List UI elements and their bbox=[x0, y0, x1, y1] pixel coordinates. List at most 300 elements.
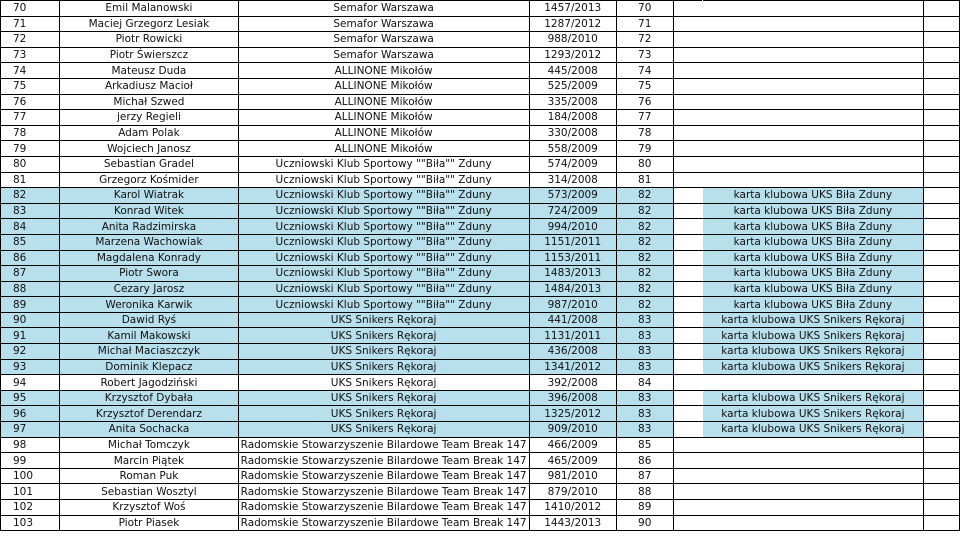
points-cell[interactable]: 83 bbox=[616, 359, 673, 375]
table-row[interactable] bbox=[1, 94, 960, 110]
club-cell[interactable]: Uczniowski Klub Sportowy ""Biła"" Zduny bbox=[238, 297, 529, 313]
club-cell[interactable]: Uczniowski Klub Sportowy ""Biła"" Zduny bbox=[238, 172, 529, 188]
club-cell[interactable]: UKS Snikers Rękoraj bbox=[238, 312, 529, 328]
license-cell[interactable]: 184/2008 bbox=[529, 110, 616, 126]
empty-cell[interactable] bbox=[923, 515, 959, 531]
empty-cell[interactable] bbox=[923, 16, 959, 32]
license-cell[interactable]: 335/2008 bbox=[529, 94, 616, 110]
empty-cell[interactable] bbox=[673, 266, 702, 282]
empty-cell[interactable] bbox=[673, 78, 702, 94]
row-number-cell[interactable]: 93 bbox=[1, 359, 60, 375]
table-row[interactable] bbox=[1, 125, 960, 141]
empty-cell[interactable] bbox=[673, 219, 702, 235]
empty-cell[interactable] bbox=[923, 344, 959, 360]
points-cell[interactable]: 83 bbox=[616, 328, 673, 344]
club-cell[interactable]: Uczniowski Klub Sportowy ""Biła"" Zduny bbox=[238, 266, 529, 282]
row-number-cell[interactable]: 102 bbox=[1, 500, 60, 516]
player-name-cell[interactable]: Marcin Piątek bbox=[60, 453, 238, 469]
row-number-cell[interactable]: 99 bbox=[1, 453, 60, 469]
points-cell[interactable]: 82 bbox=[616, 203, 673, 219]
note-cell[interactable] bbox=[702, 63, 923, 79]
table-row[interactable] bbox=[1, 281, 960, 297]
row-number-cell[interactable]: 70 bbox=[1, 1, 60, 17]
table-row[interactable] bbox=[1, 250, 960, 266]
license-cell[interactable]: 1443/2013 bbox=[529, 515, 616, 531]
player-name-cell[interactable]: Magdalena Konrady bbox=[60, 250, 238, 266]
empty-cell[interactable] bbox=[923, 234, 959, 250]
club-cell[interactable]: Semafor Warszawa bbox=[238, 47, 529, 63]
table-row[interactable] bbox=[1, 47, 960, 63]
player-name-cell[interactable]: Marzena Wachowiak bbox=[60, 234, 238, 250]
player-name-cell[interactable]: Kamil Makowski bbox=[60, 328, 238, 344]
player-name-cell[interactable]: Adam Polak bbox=[60, 125, 238, 141]
license-cell[interactable]: 436/2008 bbox=[529, 344, 616, 360]
row-number-cell[interactable]: 84 bbox=[1, 219, 60, 235]
points-cell[interactable]: 82 bbox=[616, 234, 673, 250]
note-cell[interactable]: karta klubowa UKS Biła Zduny bbox=[702, 281, 923, 297]
club-cell[interactable]: Uczniowski Klub Sportowy ""Biła"" Zduny bbox=[238, 203, 529, 219]
points-cell[interactable]: 81 bbox=[616, 172, 673, 188]
empty-cell[interactable] bbox=[673, 110, 702, 126]
license-cell[interactable]: 574/2009 bbox=[529, 156, 616, 172]
note-cell[interactable] bbox=[702, 78, 923, 94]
note-cell[interactable] bbox=[702, 515, 923, 531]
empty-cell[interactable] bbox=[673, 281, 702, 297]
club-cell[interactable]: Uczniowski Klub Sportowy ""Biła"" Zduny bbox=[238, 250, 529, 266]
empty-cell[interactable] bbox=[673, 453, 702, 469]
club-cell[interactable]: UKS Snikers Rękoraj bbox=[238, 422, 529, 438]
player-name-cell[interactable]: Piotr Rowicki bbox=[60, 32, 238, 48]
table-row[interactable] bbox=[1, 172, 960, 188]
note-cell[interactable]: karta klubowa UKS Snikers Rękoraj bbox=[702, 344, 923, 360]
player-name-cell[interactable]: Krzysztof Derendarz bbox=[60, 406, 238, 422]
note-cell[interactable] bbox=[702, 94, 923, 110]
row-number-cell[interactable]: 103 bbox=[1, 515, 60, 531]
empty-cell[interactable] bbox=[673, 172, 702, 188]
license-cell[interactable]: 1153/2011 bbox=[529, 250, 616, 266]
club-cell[interactable]: Uczniowski Klub Sportowy ""Biła"" Zduny bbox=[238, 219, 529, 235]
empty-cell[interactable] bbox=[923, 78, 959, 94]
row-number-cell[interactable]: 96 bbox=[1, 406, 60, 422]
row-number-cell[interactable]: 73 bbox=[1, 47, 60, 63]
note-cell[interactable] bbox=[702, 1, 923, 17]
note-cell[interactable] bbox=[702, 172, 923, 188]
club-cell[interactable]: Radomskie Stowarzyszenie Bilardowe Team Break 147 bbox=[238, 500, 529, 516]
empty-cell[interactable] bbox=[673, 125, 702, 141]
empty-cell[interactable] bbox=[673, 203, 702, 219]
points-cell[interactable]: 83 bbox=[616, 390, 673, 406]
table-row[interactable] bbox=[1, 344, 960, 360]
empty-cell[interactable] bbox=[673, 297, 702, 313]
table-row[interactable] bbox=[1, 515, 960, 531]
club-cell[interactable]: Radomskie Stowarzyszenie Bilardowe Team Break 147 bbox=[238, 468, 529, 484]
license-cell[interactable]: 441/2008 bbox=[529, 312, 616, 328]
empty-cell[interactable] bbox=[923, 468, 959, 484]
empty-cell[interactable] bbox=[923, 484, 959, 500]
note-cell[interactable]: karta klubowa UKS Biła Zduny bbox=[702, 266, 923, 282]
points-cell[interactable]: 76 bbox=[616, 94, 673, 110]
empty-cell[interactable] bbox=[673, 406, 702, 422]
player-name-cell[interactable]: Michał Maciaszczyk bbox=[60, 344, 238, 360]
empty-cell[interactable] bbox=[673, 359, 702, 375]
empty-cell[interactable] bbox=[923, 94, 959, 110]
empty-cell[interactable] bbox=[923, 406, 959, 422]
empty-cell[interactable] bbox=[673, 422, 702, 438]
empty-cell[interactable] bbox=[923, 281, 959, 297]
player-name-cell[interactable]: Piotr Piasek bbox=[60, 515, 238, 531]
player-name-cell[interactable]: Konrad Witek bbox=[60, 203, 238, 219]
player-name-cell[interactable]: Wojciech Janosz bbox=[60, 141, 238, 157]
points-cell[interactable]: 83 bbox=[616, 422, 673, 438]
row-number-cell[interactable]: 80 bbox=[1, 156, 60, 172]
points-cell[interactable]: 88 bbox=[616, 484, 673, 500]
row-number-cell[interactable]: 85 bbox=[1, 234, 60, 250]
player-name-cell[interactable]: Grzegorz Kośmider bbox=[60, 172, 238, 188]
row-number-cell[interactable]: 91 bbox=[1, 328, 60, 344]
empty-cell[interactable] bbox=[923, 125, 959, 141]
empty-cell[interactable] bbox=[673, 47, 702, 63]
license-cell[interactable]: 330/2008 bbox=[529, 125, 616, 141]
table-row[interactable] bbox=[1, 1, 960, 17]
note-cell[interactable]: karta klubowa UKS Biła Zduny bbox=[702, 203, 923, 219]
table-row[interactable] bbox=[1, 203, 960, 219]
points-cell[interactable]: 84 bbox=[616, 375, 673, 391]
empty-cell[interactable] bbox=[923, 422, 959, 438]
empty-cell[interactable] bbox=[923, 266, 959, 282]
points-cell[interactable]: 77 bbox=[616, 110, 673, 126]
note-cell[interactable]: karta klubowa UKS Biła Zduny bbox=[702, 219, 923, 235]
points-cell[interactable]: 86 bbox=[616, 453, 673, 469]
note-cell[interactable] bbox=[702, 47, 923, 63]
club-cell[interactable]: UKS Snikers Rękoraj bbox=[238, 328, 529, 344]
license-cell[interactable]: 1410/2012 bbox=[529, 500, 616, 516]
table-row[interactable] bbox=[1, 484, 960, 500]
points-cell[interactable]: 70 bbox=[616, 1, 673, 17]
points-cell[interactable]: 90 bbox=[616, 515, 673, 531]
player-name-cell[interactable]: Mateusz Duda bbox=[60, 63, 238, 79]
empty-cell[interactable] bbox=[923, 141, 959, 157]
player-name-cell[interactable]: Anita Radzimirska bbox=[60, 219, 238, 235]
license-cell[interactable]: 981/2010 bbox=[529, 468, 616, 484]
license-cell[interactable]: 994/2010 bbox=[529, 219, 616, 235]
points-cell[interactable]: 82 bbox=[616, 250, 673, 266]
table-row[interactable] bbox=[1, 297, 960, 313]
license-cell[interactable]: 1293/2012 bbox=[529, 47, 616, 63]
table-row[interactable] bbox=[1, 312, 960, 328]
empty-cell[interactable] bbox=[923, 328, 959, 344]
license-cell[interactable]: 1287/2012 bbox=[529, 16, 616, 32]
club-cell[interactable]: Radomskie Stowarzyszenie Bilardowe Team Break 147 bbox=[238, 515, 529, 531]
license-cell[interactable]: 466/2009 bbox=[529, 437, 616, 453]
license-cell[interactable]: 445/2008 bbox=[529, 63, 616, 79]
note-cell[interactable]: karta klubowa UKS Biła Zduny bbox=[702, 250, 923, 266]
empty-cell[interactable] bbox=[923, 375, 959, 391]
points-cell[interactable]: 80 bbox=[616, 156, 673, 172]
points-cell[interactable]: 82 bbox=[616, 297, 673, 313]
row-number-cell[interactable]: 101 bbox=[1, 484, 60, 500]
note-cell[interactable] bbox=[702, 500, 923, 516]
license-cell[interactable]: 1484/2013 bbox=[529, 281, 616, 297]
empty-cell[interactable] bbox=[923, 219, 959, 235]
club-cell[interactable]: UKS Snikers Rękoraj bbox=[238, 390, 529, 406]
note-cell[interactable] bbox=[702, 32, 923, 48]
note-cell[interactable]: karta klubowa UKS Snikers Rękoraj bbox=[702, 312, 923, 328]
empty-cell[interactable] bbox=[673, 390, 702, 406]
note-cell[interactable] bbox=[702, 110, 923, 126]
row-number-cell[interactable]: 89 bbox=[1, 297, 60, 313]
empty-cell[interactable] bbox=[923, 250, 959, 266]
row-number-cell[interactable]: 75 bbox=[1, 78, 60, 94]
table-row[interactable] bbox=[1, 188, 960, 204]
club-cell[interactable]: UKS Snikers Rękoraj bbox=[238, 344, 529, 360]
table-row[interactable] bbox=[1, 390, 960, 406]
club-cell[interactable]: ALLINONE Mikołów bbox=[238, 78, 529, 94]
row-number-cell[interactable]: 78 bbox=[1, 125, 60, 141]
table-row[interactable] bbox=[1, 110, 960, 126]
license-cell[interactable]: 879/2010 bbox=[529, 484, 616, 500]
license-cell[interactable]: 1341/2012 bbox=[529, 359, 616, 375]
points-cell[interactable]: 83 bbox=[616, 406, 673, 422]
club-cell[interactable]: Uczniowski Klub Sportowy ""Biła"" Zduny bbox=[238, 234, 529, 250]
note-cell[interactable]: karta klubowa UKS Snikers Rękoraj bbox=[702, 390, 923, 406]
empty-cell[interactable] bbox=[923, 63, 959, 79]
empty-cell[interactable] bbox=[673, 1, 702, 17]
license-cell[interactable]: 525/2009 bbox=[529, 78, 616, 94]
empty-cell[interactable] bbox=[673, 468, 702, 484]
player-name-cell[interactable]: Maciej Grzegorz Lesiak bbox=[60, 16, 238, 32]
empty-cell[interactable] bbox=[923, 437, 959, 453]
table-row[interactable] bbox=[1, 219, 960, 235]
empty-cell[interactable] bbox=[673, 344, 702, 360]
row-number-cell[interactable]: 74 bbox=[1, 63, 60, 79]
club-cell[interactable]: Radomskie Stowarzyszenie Bilardowe Team Break 147 bbox=[238, 484, 529, 500]
player-name-cell[interactable]: Dominik Klepacz bbox=[60, 359, 238, 375]
empty-cell[interactable] bbox=[923, 312, 959, 328]
points-cell[interactable]: 78 bbox=[616, 125, 673, 141]
player-name-cell[interactable]: Michał Szwed bbox=[60, 94, 238, 110]
empty-cell[interactable] bbox=[923, 203, 959, 219]
table-row[interactable] bbox=[1, 78, 960, 94]
player-name-cell[interactable]: Piotr Świerszcz bbox=[60, 47, 238, 63]
points-cell[interactable]: 72 bbox=[616, 32, 673, 48]
license-cell[interactable]: 558/2009 bbox=[529, 141, 616, 157]
player-name-cell[interactable]: Piotr Swora bbox=[60, 266, 238, 282]
empty-cell[interactable] bbox=[673, 515, 702, 531]
note-cell[interactable] bbox=[702, 125, 923, 141]
player-name-cell[interactable]: Dawid Ryś bbox=[60, 312, 238, 328]
points-cell[interactable]: 75 bbox=[616, 78, 673, 94]
license-cell[interactable]: 1151/2011 bbox=[529, 234, 616, 250]
table-row[interactable] bbox=[1, 437, 960, 453]
note-cell[interactable]: karta klubowa UKS Biła Zduny bbox=[702, 297, 923, 313]
player-name-cell[interactable]: Weronika Karwik bbox=[60, 297, 238, 313]
row-number-cell[interactable]: 81 bbox=[1, 172, 60, 188]
points-cell[interactable]: 82 bbox=[616, 266, 673, 282]
row-number-cell[interactable]: 72 bbox=[1, 32, 60, 48]
row-number-cell[interactable]: 87 bbox=[1, 266, 60, 282]
license-cell[interactable]: 987/2010 bbox=[529, 297, 616, 313]
empty-cell[interactable] bbox=[673, 312, 702, 328]
empty-cell[interactable] bbox=[673, 188, 702, 204]
club-cell[interactable]: Radomskie Stowarzyszenie Bilardowe Team Break 147 bbox=[238, 453, 529, 469]
table-row[interactable] bbox=[1, 266, 960, 282]
points-cell[interactable]: 85 bbox=[616, 437, 673, 453]
empty-cell[interactable] bbox=[923, 390, 959, 406]
empty-cell[interactable] bbox=[673, 500, 702, 516]
empty-cell[interactable] bbox=[923, 172, 959, 188]
license-cell[interactable]: 392/2008 bbox=[529, 375, 616, 391]
license-cell[interactable]: 988/2010 bbox=[529, 32, 616, 48]
club-cell[interactable]: Uczniowski Klub Sportowy ""Biła"" Zduny bbox=[238, 188, 529, 204]
empty-cell[interactable] bbox=[923, 32, 959, 48]
empty-cell[interactable] bbox=[923, 297, 959, 313]
club-cell[interactable]: ALLINONE Mikołów bbox=[238, 125, 529, 141]
club-cell[interactable]: ALLINONE Mikołów bbox=[238, 141, 529, 157]
points-cell[interactable]: 74 bbox=[616, 63, 673, 79]
player-name-cell[interactable]: Arkadiusz Macioł bbox=[60, 78, 238, 94]
player-name-cell[interactable]: Krzysztof Dybała bbox=[60, 390, 238, 406]
row-number-cell[interactable]: 94 bbox=[1, 375, 60, 391]
row-number-cell[interactable]: 97 bbox=[1, 422, 60, 438]
empty-cell[interactable] bbox=[673, 63, 702, 79]
license-cell[interactable]: 1131/2011 bbox=[529, 328, 616, 344]
table-row[interactable] bbox=[1, 63, 960, 79]
row-number-cell[interactable]: 98 bbox=[1, 437, 60, 453]
empty-cell[interactable] bbox=[923, 188, 959, 204]
license-cell[interactable]: 909/2010 bbox=[529, 422, 616, 438]
club-cell[interactable]: Semafor Warszawa bbox=[238, 16, 529, 32]
license-cell[interactable]: 573/2009 bbox=[529, 188, 616, 204]
club-cell[interactable]: Semafor Warszawa bbox=[238, 1, 529, 17]
club-cell[interactable]: UKS Snikers Rękoraj bbox=[238, 359, 529, 375]
empty-cell[interactable] bbox=[673, 484, 702, 500]
table-row[interactable] bbox=[1, 16, 960, 32]
empty-cell[interactable] bbox=[923, 359, 959, 375]
player-name-cell[interactable]: Sebastian Gradel bbox=[60, 156, 238, 172]
empty-cell[interactable] bbox=[673, 141, 702, 157]
row-number-cell[interactable]: 88 bbox=[1, 281, 60, 297]
empty-cell[interactable] bbox=[673, 437, 702, 453]
note-cell[interactable]: karta klubowa UKS Snikers Rękoraj bbox=[702, 422, 923, 438]
row-number-cell[interactable]: 95 bbox=[1, 390, 60, 406]
note-cell[interactable] bbox=[702, 468, 923, 484]
license-cell[interactable]: 1457/2013 bbox=[529, 1, 616, 17]
row-number-cell[interactable]: 86 bbox=[1, 250, 60, 266]
empty-cell[interactable] bbox=[923, 47, 959, 63]
points-cell[interactable]: 87 bbox=[616, 468, 673, 484]
row-number-cell[interactable]: 83 bbox=[1, 203, 60, 219]
row-number-cell[interactable]: 76 bbox=[1, 94, 60, 110]
club-cell[interactable]: UKS Snikers Rękoraj bbox=[238, 406, 529, 422]
table-row[interactable] bbox=[1, 468, 960, 484]
player-name-cell[interactable]: Cezary Jarosz bbox=[60, 281, 238, 297]
note-cell[interactable] bbox=[702, 141, 923, 157]
note-cell[interactable]: karta klubowa UKS Biła Zduny bbox=[702, 188, 923, 204]
club-cell[interactable]: Uczniowski Klub Sportowy ""Biła"" Zduny bbox=[238, 156, 529, 172]
empty-cell[interactable] bbox=[673, 234, 702, 250]
points-cell[interactable]: 79 bbox=[616, 141, 673, 157]
empty-cell[interactable] bbox=[673, 16, 702, 32]
row-number-cell[interactable]: 77 bbox=[1, 110, 60, 126]
points-cell[interactable]: 82 bbox=[616, 188, 673, 204]
points-cell[interactable]: 82 bbox=[616, 219, 673, 235]
player-name-cell[interactable]: Emil Malanowski bbox=[60, 1, 238, 17]
club-cell[interactable]: ALLINONE Mikołów bbox=[238, 110, 529, 126]
note-cell[interactable] bbox=[702, 16, 923, 32]
empty-cell[interactable] bbox=[673, 250, 702, 266]
player-name-cell[interactable]: Sebastian Wosztyl bbox=[60, 484, 238, 500]
table-row[interactable] bbox=[1, 234, 960, 250]
note-cell[interactable]: karta klubowa UKS Biła Zduny bbox=[702, 234, 923, 250]
club-cell[interactable]: ALLINONE Mikołów bbox=[238, 63, 529, 79]
table-row[interactable] bbox=[1, 375, 960, 391]
note-cell[interactable] bbox=[702, 453, 923, 469]
note-cell[interactable] bbox=[702, 375, 923, 391]
row-number-cell[interactable]: 82 bbox=[1, 188, 60, 204]
license-cell[interactable]: 1325/2012 bbox=[529, 406, 616, 422]
note-cell[interactable]: karta klubowa UKS Snikers Rękoraj bbox=[702, 406, 923, 422]
points-cell[interactable]: 83 bbox=[616, 312, 673, 328]
note-cell[interactable]: karta klubowa UKS Snikers Rękoraj bbox=[702, 359, 923, 375]
note-cell[interactable] bbox=[702, 484, 923, 500]
points-cell[interactable]: 71 bbox=[616, 16, 673, 32]
table-row[interactable] bbox=[1, 500, 960, 516]
empty-cell[interactable] bbox=[923, 1, 959, 17]
empty-cell[interactable] bbox=[673, 32, 702, 48]
player-name-cell[interactable]: Krzysztof Woś bbox=[60, 500, 238, 516]
empty-cell[interactable] bbox=[923, 110, 959, 126]
empty-cell[interactable] bbox=[673, 156, 702, 172]
table-row[interactable] bbox=[1, 406, 960, 422]
license-cell[interactable]: 465/2009 bbox=[529, 453, 616, 469]
club-cell[interactable]: Semafor Warszawa bbox=[238, 32, 529, 48]
row-number-cell[interactable]: 100 bbox=[1, 468, 60, 484]
table-row[interactable] bbox=[1, 141, 960, 157]
table-row[interactable] bbox=[1, 328, 960, 344]
points-cell[interactable]: 73 bbox=[616, 47, 673, 63]
note-cell[interactable] bbox=[702, 156, 923, 172]
license-cell[interactable]: 396/2008 bbox=[529, 390, 616, 406]
club-cell[interactable]: Uczniowski Klub Sportowy ""Biła"" Zduny bbox=[238, 281, 529, 297]
table-row[interactable] bbox=[1, 359, 960, 375]
player-name-cell[interactable]: Karol Wiatrak bbox=[60, 188, 238, 204]
player-name-cell[interactable]: jerzy Regieli bbox=[60, 110, 238, 126]
note-cell[interactable] bbox=[702, 437, 923, 453]
points-cell[interactable]: 83 bbox=[616, 344, 673, 360]
player-name-cell[interactable]: Robert Jagodziński bbox=[60, 375, 238, 391]
club-cell[interactable]: UKS Snikers Rękoraj bbox=[238, 375, 529, 391]
table-row[interactable] bbox=[1, 32, 960, 48]
license-cell[interactable]: 314/2008 bbox=[529, 172, 616, 188]
player-name-cell[interactable]: Roman Puk bbox=[60, 468, 238, 484]
points-cell[interactable]: 89 bbox=[616, 500, 673, 516]
table-row[interactable] bbox=[1, 422, 960, 438]
row-number-cell[interactable]: 90 bbox=[1, 312, 60, 328]
table-row[interactable] bbox=[1, 156, 960, 172]
player-name-cell[interactable]: Michał Tomczyk bbox=[60, 437, 238, 453]
empty-cell[interactable] bbox=[673, 328, 702, 344]
table-row[interactable] bbox=[1, 453, 960, 469]
empty-cell[interactable] bbox=[923, 453, 959, 469]
row-number-cell[interactable]: 79 bbox=[1, 141, 60, 157]
license-cell[interactable]: 724/2009 bbox=[529, 203, 616, 219]
row-number-cell[interactable]: 92 bbox=[1, 344, 60, 360]
club-cell[interactable]: ALLINONE Mikołów bbox=[238, 94, 529, 110]
empty-cell[interactable] bbox=[923, 500, 959, 516]
note-cell[interactable]: karta klubowa UKS Snikers Rękoraj bbox=[702, 328, 923, 344]
empty-cell[interactable] bbox=[923, 156, 959, 172]
empty-cell[interactable] bbox=[673, 375, 702, 391]
